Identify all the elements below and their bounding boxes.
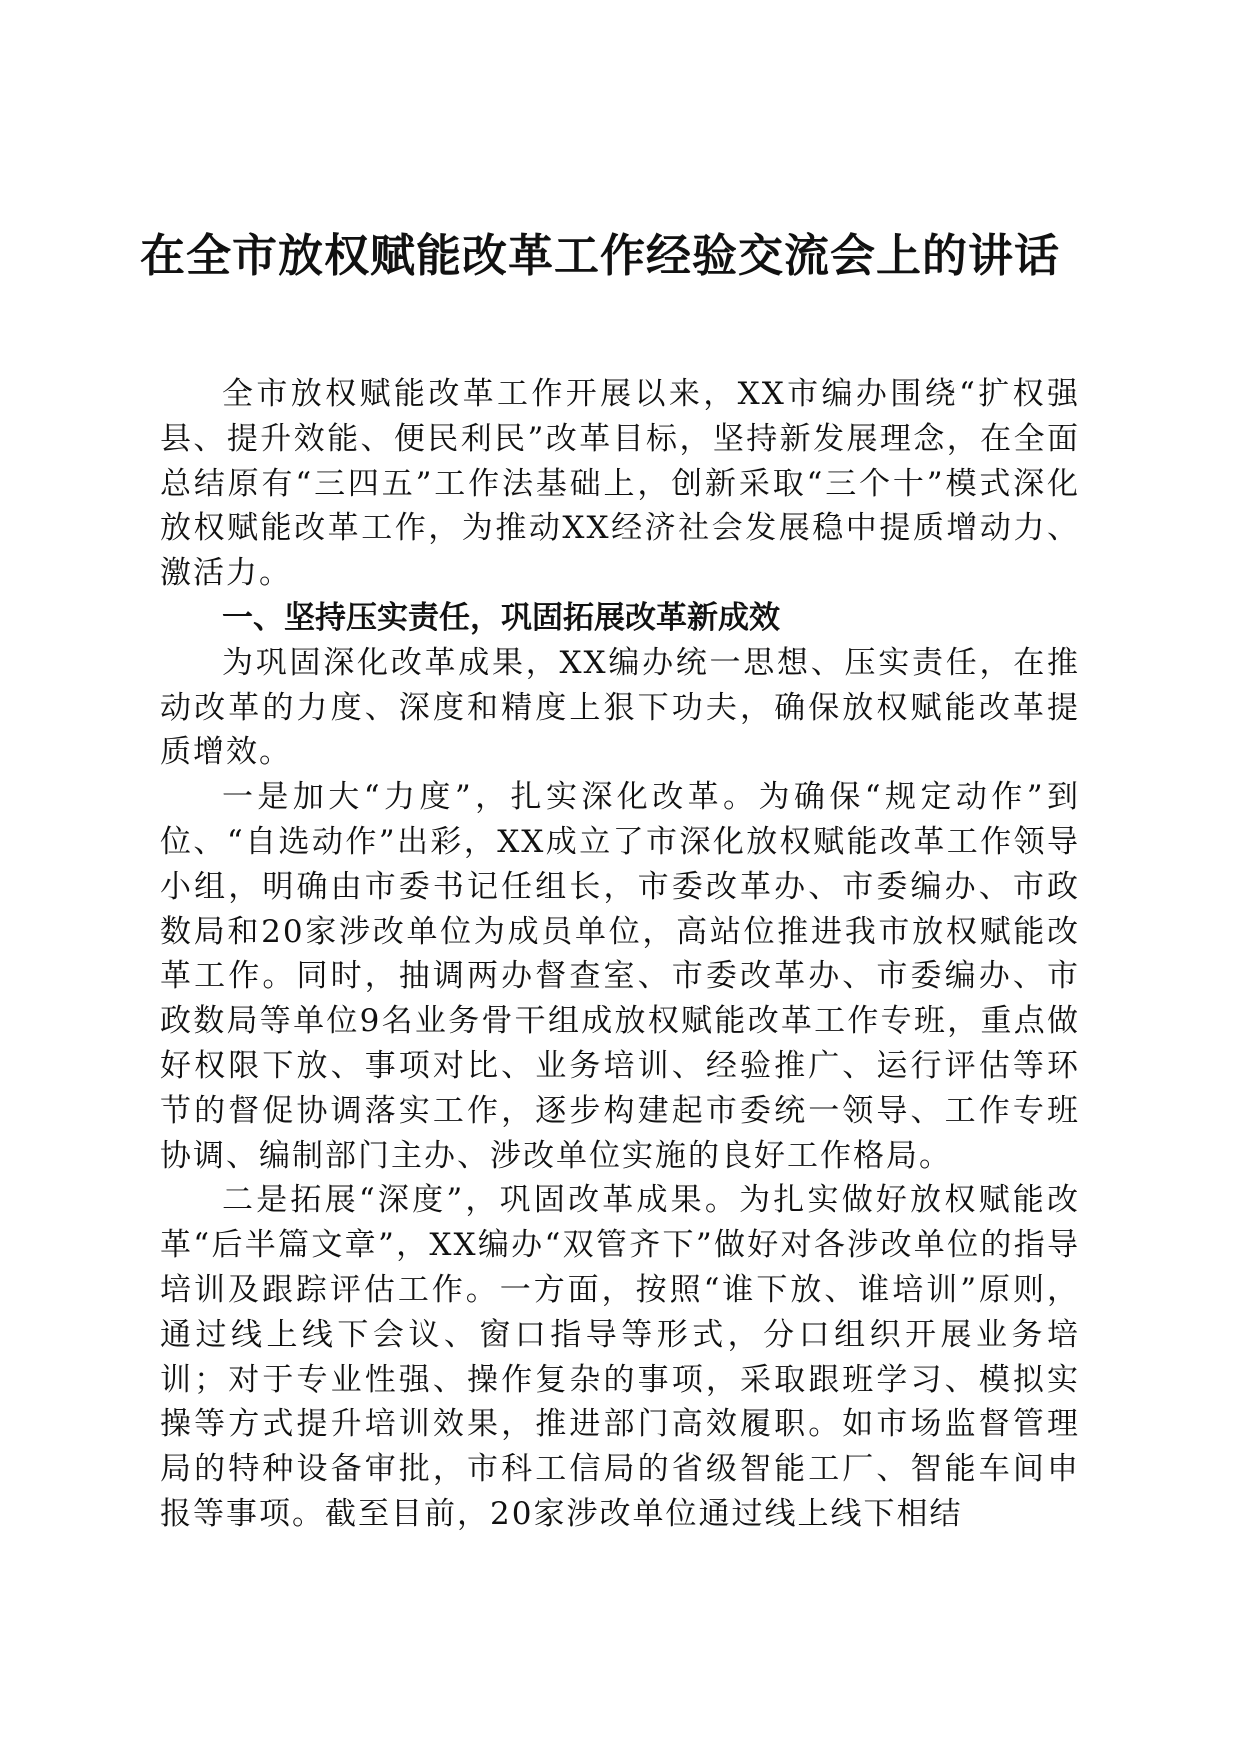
intro-paragraph: 全市放权赋能改革工作开展以来，XX市编办围绕“扩权强县、提升效能、便民利民”改革目标，坚持新发展理念，在全面总结原有“三四五”工作法基础上，创新采取“三个十”模式深化放权赋能改革工作，为推动XX经济社会发展稳中提质增动力、激活力。 (160, 376, 1080, 592)
section-1-paragraph-3: 二是拓展“深度”，巩固改革成果。为扎实做好放权赋能改革“后半篇文章”，XX编办“双管齐下”做好对各涉改单位的指导培训及跟踪评估工作。一方面，按照“谁下放、谁培训”原则，通过线上线下会议、窗口指导等形式，分口组织开展业务培训；对于专业性强、操作复杂的事项，采取跟班学习、模拟实操等方式提升培训效果，推进部门高效履职。如市场监督管理局的特种设备审批，市科工信局的省级智能工厂、智能车间申报等事项。截至目前，20家涉改单位通过线上线下相结 (160, 1182, 1080, 1532)
section-1-heading: 一、坚持压实责任，巩固拓展改革新成效 (222, 599, 780, 636)
document-body (160, 372, 1080, 1537)
document-title: 在全市放权赋能改革工作经验交流会上的讲话 (140, 229, 1061, 282)
section-1-paragraph-1: 为巩固深化改革成果，XX编办统一思想、压实责任，在推动改革的力度、深度和精度上狠下功夫，确保放权赋能改革提质增效。 (160, 644, 1080, 771)
section-1-paragraph-2: 一是加大“力度”，扎实深化改革。为确保“规定动作”到位、“自选动作”出彩，XX成立了市深化放权赋能改革工作领导小组，明确由市委书记任组长，市委改革办、市委编办、市政数局和20家涉改单位为成员单位，高站位推进我市放权赋能改革工作。同时，抽调两办督查室、市委改革办、市委编办、市政数局等单位9名业务骨干组成放权赋能改革工作专班，重点做好权限下放、事项对比、业务培训、经验推广、运行评估等环节的督促协调落实工作，逐步构建起市委统一领导、工作专班协调、编制部门主办、涉改单位实施的良好工作格局。 (160, 779, 1080, 1174)
